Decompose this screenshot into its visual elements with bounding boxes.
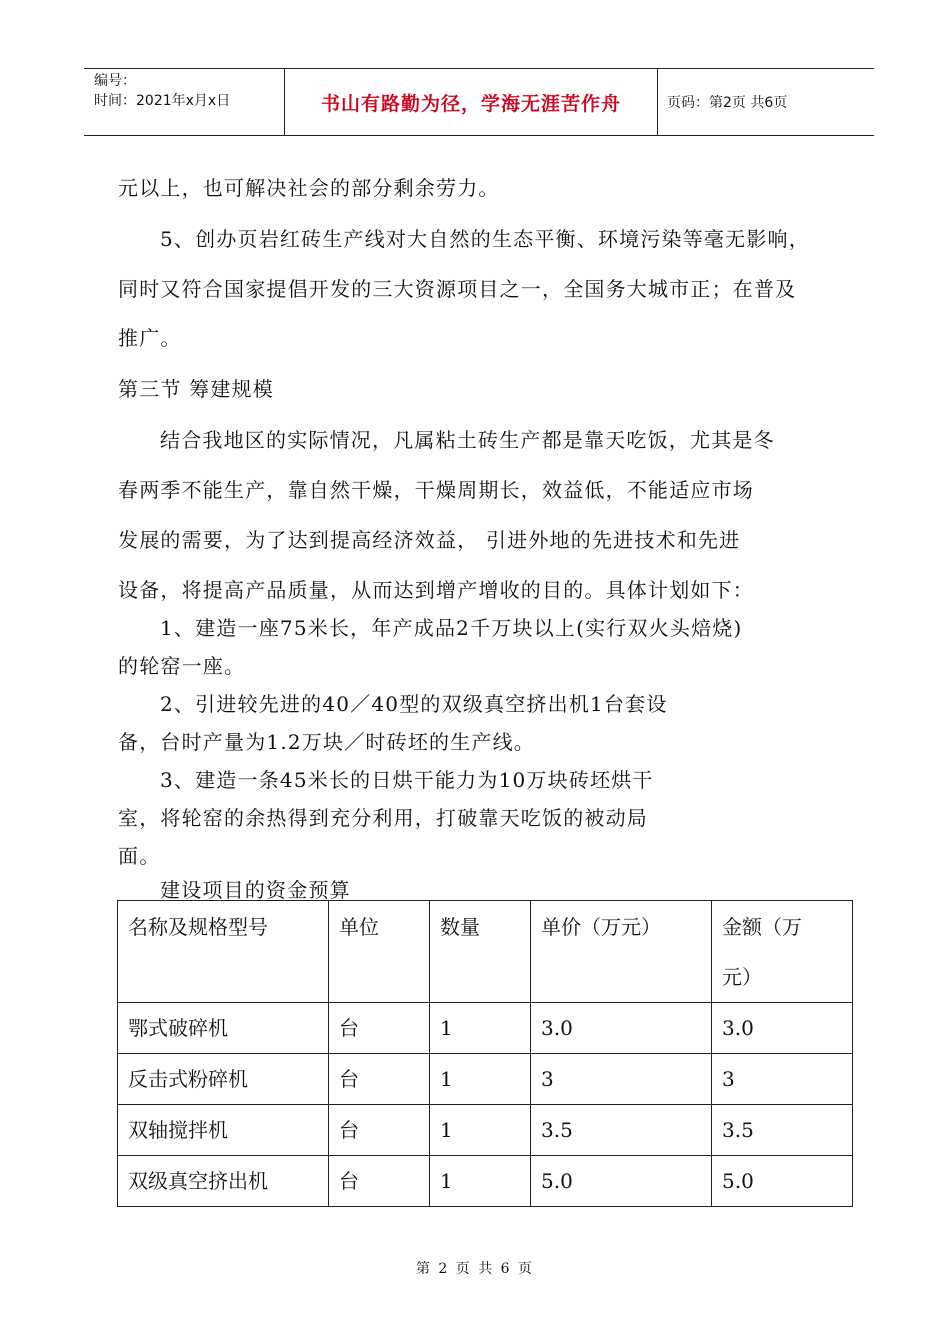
- paragraph-line: 设备，将提高产品质量，从而达到增产增收的目的。具体计划如下：: [118, 578, 754, 602]
- table-header-row: [118, 901, 853, 1003]
- page-header: [84, 68, 874, 136]
- column-header-name: 名称及规格型号: [118, 901, 329, 1003]
- table-caption: 建设项目的资金预算: [160, 878, 351, 902]
- paragraph-line: 同时又符合国家提倡开发的三大资源项目之一，全国务大城市正；在普及: [118, 277, 797, 301]
- page-footer: 第 2 页 共 6 页: [415, 1261, 535, 1277]
- cell-unit-price: 5.0: [531, 1156, 712, 1207]
- cell-unit: 台: [329, 1054, 430, 1105]
- header-page-info: 页码：第2页 共6页: [667, 95, 788, 111]
- paragraph-line: 结合我地区的实际情况，凡属粘土砖生产都是靠天吃饭，尤其是冬: [160, 428, 775, 452]
- cell-unit: 台: [329, 1156, 430, 1207]
- cell-unit: 台: [329, 1003, 430, 1054]
- table-row: [118, 1003, 853, 1054]
- header-motto: 书山有路勤为径，学海无涯苦作舟: [320, 92, 621, 115]
- column-header-amount-line: 元）: [722, 965, 762, 989]
- cell-unit-price: 3.0: [531, 1003, 712, 1054]
- paragraph-line: 5、创办页岩红砖生产线对大自然的生态平衡、环境污染等毫无影响，: [160, 227, 810, 251]
- cell-unit-price: 3: [531, 1054, 712, 1105]
- list-item-continuation: 的轮窑一座。: [118, 654, 246, 678]
- cell-amount: 5.0: [712, 1156, 853, 1207]
- paragraph-line: 推广。: [118, 326, 182, 350]
- paragraph-line: 春两季不能生产，靠自然干燥，干燥周期长，效益低，不能适应市场: [118, 478, 754, 502]
- cell-name: 双级真空挤出机: [118, 1156, 329, 1207]
- column-header-amount: [712, 901, 853, 1003]
- cell-quantity: 1: [430, 1156, 531, 1207]
- column-header-amount-line: 金额（万: [722, 915, 802, 939]
- section-title: 第三节 筹建规模: [118, 377, 274, 401]
- header-divider: [657, 69, 658, 135]
- cell-quantity: 1: [430, 1003, 531, 1054]
- column-header-unit-price: 单价（万元）: [531, 901, 712, 1003]
- cell-name: 反击式粉碎机: [118, 1054, 329, 1105]
- cell-quantity: 1: [430, 1054, 531, 1105]
- list-item: 3、建造一条45米长的日烘干能力为10万块砖坯烘干: [160, 768, 654, 792]
- cell-amount: 3: [712, 1054, 853, 1105]
- cell-name: 鄂式破碎机: [118, 1003, 329, 1054]
- document-time-label: 时间：2021年x月x日: [94, 93, 231, 109]
- cell-quantity: 1: [430, 1105, 531, 1156]
- cell-unit-price: 3.5: [531, 1105, 712, 1156]
- paragraph-line: 发展的需要，为了达到提高经济效益， 引进外地的先进技术和先进: [118, 528, 741, 552]
- list-item-continuation: 室，将轮窑的余热得到充分利用，打破靠天吃饭的被动局: [118, 806, 648, 830]
- list-item: 2、引进较先进的40／40型的双级真空挤出机1台套设: [160, 692, 668, 716]
- table-row: [118, 1105, 853, 1156]
- list-item: 1、建造一座75米长，年产成品2千万块以上(实行双火头焙烧): [160, 616, 743, 640]
- list-item-continuation: 备，台时产量为1.2万块／时砖坯的生产线。: [118, 730, 536, 754]
- column-header-unit: 单位: [329, 901, 430, 1003]
- cell-name: 双轴搅拌机: [118, 1105, 329, 1156]
- cell-amount: 3.5: [712, 1105, 853, 1156]
- list-item-continuation: 面。: [118, 844, 161, 868]
- budget-table: [117, 900, 853, 1207]
- table-row: [118, 1156, 853, 1207]
- header-meta: [94, 71, 284, 111]
- cell-amount: 3.0: [712, 1003, 853, 1054]
- table-row: [118, 1054, 853, 1105]
- cell-unit: 台: [329, 1105, 430, 1156]
- column-header-quantity: 数量: [430, 901, 531, 1003]
- document-number-label: 编号：: [94, 73, 136, 89]
- paragraph-line: 元以上，也可解决社会的部分剩余劳力。: [118, 176, 500, 200]
